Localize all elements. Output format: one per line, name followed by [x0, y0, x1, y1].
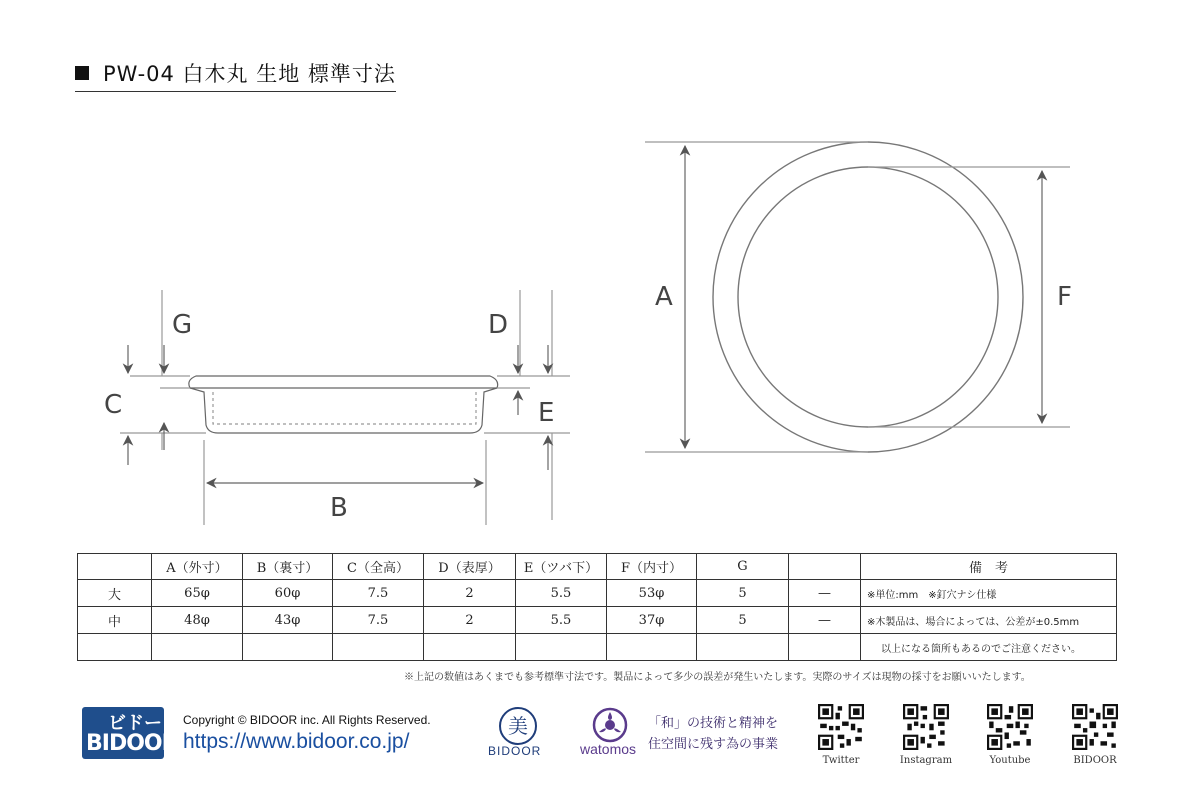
table-row	[78, 634, 1117, 661]
table-cell: 2	[424, 580, 516, 607]
table-cell: 5.5	[516, 607, 607, 634]
dim-label-b: B	[330, 493, 348, 523]
qr-label-youtube: Youtube	[989, 755, 1031, 766]
logo-top-text: ビドー	[108, 713, 162, 734]
table-cell	[607, 634, 697, 661]
header-cell: B（裏寸）	[243, 554, 333, 580]
dim-label-d: D	[488, 310, 509, 340]
table-cell	[333, 634, 424, 661]
row-label: 大	[78, 580, 152, 607]
qr-label-bidoor: BIDOOR	[1073, 755, 1117, 766]
table-cell: 7.5	[333, 580, 424, 607]
table-cell: 5	[697, 607, 789, 634]
table-cell	[789, 634, 861, 661]
copyright: Copyright © BIDOOR inc. All Rights Reserved.	[183, 713, 431, 727]
watomos-logo-icon	[592, 707, 628, 743]
instagram-qr-code-icon[interactable]	[903, 704, 949, 750]
table-cell: 7.5	[333, 607, 424, 634]
table-cell: 5.5	[516, 580, 607, 607]
table-cell: 2	[424, 607, 516, 634]
twitter-qr-code-icon[interactable]	[818, 704, 864, 750]
header-cell: A（外寸）	[152, 554, 243, 580]
table-cell	[424, 634, 516, 661]
note-line: 以上になる箇所もあるのでご注意ください。	[861, 634, 1117, 661]
header-cell	[78, 554, 152, 580]
table-cell	[697, 634, 789, 661]
table-cell: 53φ	[607, 580, 697, 607]
table-row	[78, 607, 1117, 634]
header-cell: F（内寸）	[607, 554, 697, 580]
footnote: ※上記の数値はあくまでも参考標準寸法です。製品によって多少の誤差が発生いたします。実際のサイズは現物の採寸をお願いいたします。	[404, 672, 1031, 683]
tagline-line-1: 「和」の技術と精神を	[648, 716, 779, 731]
table-cell: 65φ	[152, 580, 243, 607]
table-cell: 5	[697, 580, 789, 607]
website-link[interactable]: https://www.bidoor.co.jp/	[183, 730, 410, 753]
dim-label-f: F	[1057, 282, 1072, 312]
dim-label-e: E	[538, 398, 555, 428]
table-cell: —	[789, 607, 861, 634]
row-label: 中	[78, 607, 152, 634]
watomos-label: watomos	[580, 741, 637, 757]
page-title: PW-04 白木丸 生地 標準寸法	[75, 58, 396, 92]
header-cell: G	[697, 554, 789, 580]
table-cell: 60φ	[243, 580, 333, 607]
row-label	[78, 634, 152, 661]
table-header-row	[78, 554, 1117, 580]
youtube-qr-code-icon[interactable]	[987, 704, 1033, 750]
dim-label-a: A	[655, 282, 673, 312]
header-cell	[789, 554, 861, 580]
spec-table	[77, 553, 1117, 661]
tagline-line-2: 住空間に残す為の事業	[648, 737, 779, 752]
header-cell: C（全高）	[333, 554, 424, 580]
qr-label-twitter: Twitter	[822, 755, 860, 766]
emblem-label: BIDOOR	[488, 744, 542, 758]
header-cell: E（ツバ下）	[516, 554, 607, 580]
outer-circle	[713, 142, 1023, 452]
side-profile	[189, 376, 498, 433]
table-row	[78, 580, 1117, 607]
table-cell: 48φ	[152, 607, 243, 634]
header-cell: D（表厚）	[424, 554, 516, 580]
qr-label-instagram: Instagram	[899, 755, 953, 766]
bidoor-emblem-icon: 美	[499, 707, 537, 745]
bidoor-logo	[82, 707, 178, 759]
table-cell	[243, 634, 333, 661]
table-cell: —	[789, 580, 861, 607]
table-cell	[516, 634, 607, 661]
note-line: ※木製品は、場合によっては、公差が±0.5mm	[861, 607, 1117, 634]
header-cell-notes: 備 考	[861, 554, 1117, 580]
dim-label-g: G	[172, 310, 193, 340]
logo-bottom-text: BIDOOR	[86, 731, 178, 756]
bidoor-qr-code-icon[interactable]	[1072, 704, 1118, 750]
table-cell: 43φ	[243, 607, 333, 634]
table-cell	[152, 634, 243, 661]
table-cell: 37φ	[607, 607, 697, 634]
dim-label-c: C	[104, 390, 123, 420]
note-line: ※単位:mm ※釘穴ナシ仕様	[861, 580, 1117, 607]
